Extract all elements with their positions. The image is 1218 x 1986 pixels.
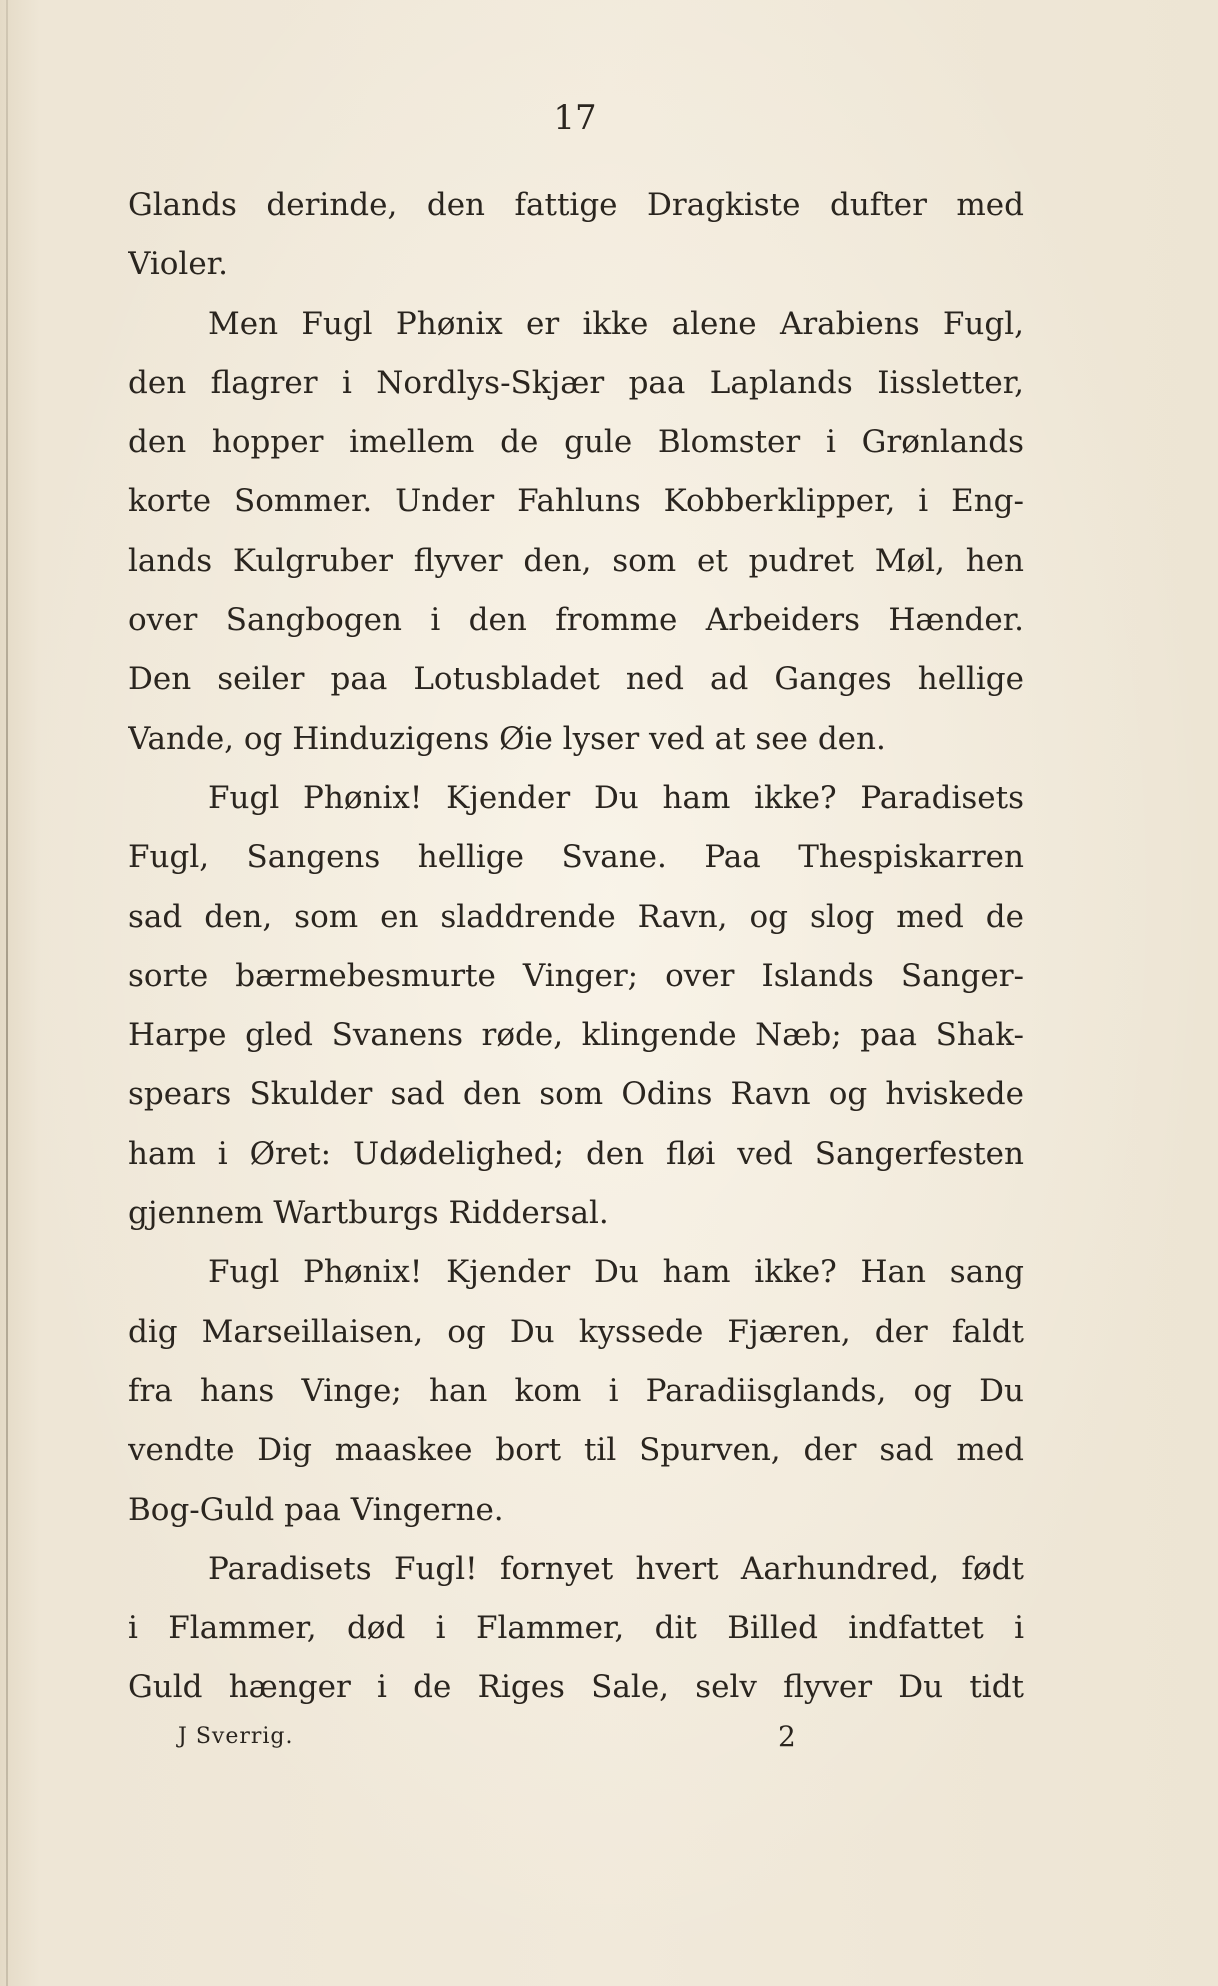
text-line: den hopper imellem de gule Blomster i Grønlands <box>128 424 1024 461</box>
page-number: 17 <box>553 98 597 138</box>
text-line: Bog-Guld paa Vingerne. <box>128 1491 504 1528</box>
text-line: lands Kulgruber flyver den, som et pudret Møl, hen <box>128 542 1024 579</box>
page-gutter-edge <box>6 0 8 1986</box>
text-line: ham i Øret: Udødelighed; den fløi ved Sangerfesten <box>128 1135 1024 1172</box>
text-line: sorte bærmebesmurte Vinger; over Islands Sanger- <box>128 957 1024 994</box>
text-line: Fugl Phønix! Kjender Du ham ikke? Han sang <box>208 1254 1024 1291</box>
text-line: Vande, og Hinduzigens Øie lyser ved at see den. <box>128 720 886 757</box>
text-line: Men Fugl Phønix er ikke alene Arabiens Fugl, <box>208 305 1024 342</box>
footer-signature: J Sverrig. <box>178 1724 294 1749</box>
text-line: fra hans Vinge; han kom i Paradiisglands, og Du <box>128 1372 1024 1409</box>
text-line: Fugl, Sangens hellige Svane. Paa Thespiskarren <box>128 839 1024 876</box>
text-line: sad den, som en sladdrende Ravn, og slog med de <box>128 898 1024 935</box>
text-line: Den seiler paa Lotusbladet ned ad Ganges hellige <box>128 661 1024 698</box>
text-line: vendte Dig maaskee bort til Spurven, der sad med <box>128 1432 1024 1469</box>
text-line: dig Marseillaisen, og Du kyssede Fjæren, der faldt <box>128 1313 1024 1350</box>
text-line: Harpe gled Svanens røde, klingende Næb; paa Shak- <box>128 1017 1024 1054</box>
text-line: Paradisets Fugl! fornyet hvert Aarhundred, født <box>208 1550 1024 1587</box>
text-line: den flagrer i Nordlys-Skjær paa Laplands Iissletter, <box>128 364 1024 401</box>
sheet-number: 2 <box>778 1720 796 1753</box>
text-line: Violer. <box>128 246 228 283</box>
body-text <box>128 176 1024 1718</box>
text-line: over Sangbogen i den fromme Arbeiders Hænder. <box>128 602 1024 639</box>
text-line: korte Sommer. Under Fahluns Kobberklipper, i Eng- <box>128 483 1024 520</box>
text-line: gjennem Wartburgs Riddersal. <box>128 1195 609 1232</box>
text-line: i Flammer, død i Flammer, dit Billed indfattet i <box>128 1610 1024 1647</box>
text-line: spears Skulder sad den som Odins Ravn og hviskede <box>128 1076 1024 1113</box>
text-line: Guld hænger i de Riges Sale, selv flyver Du tidt <box>128 1669 1024 1706</box>
text-line: Glands derinde, den fattige Dragkiste dufter med <box>128 187 1024 223</box>
page-footer <box>0 1720 1218 1764</box>
text-line: Fugl Phønix! Kjender Du ham ikke? Paradisets <box>208 779 1024 816</box>
